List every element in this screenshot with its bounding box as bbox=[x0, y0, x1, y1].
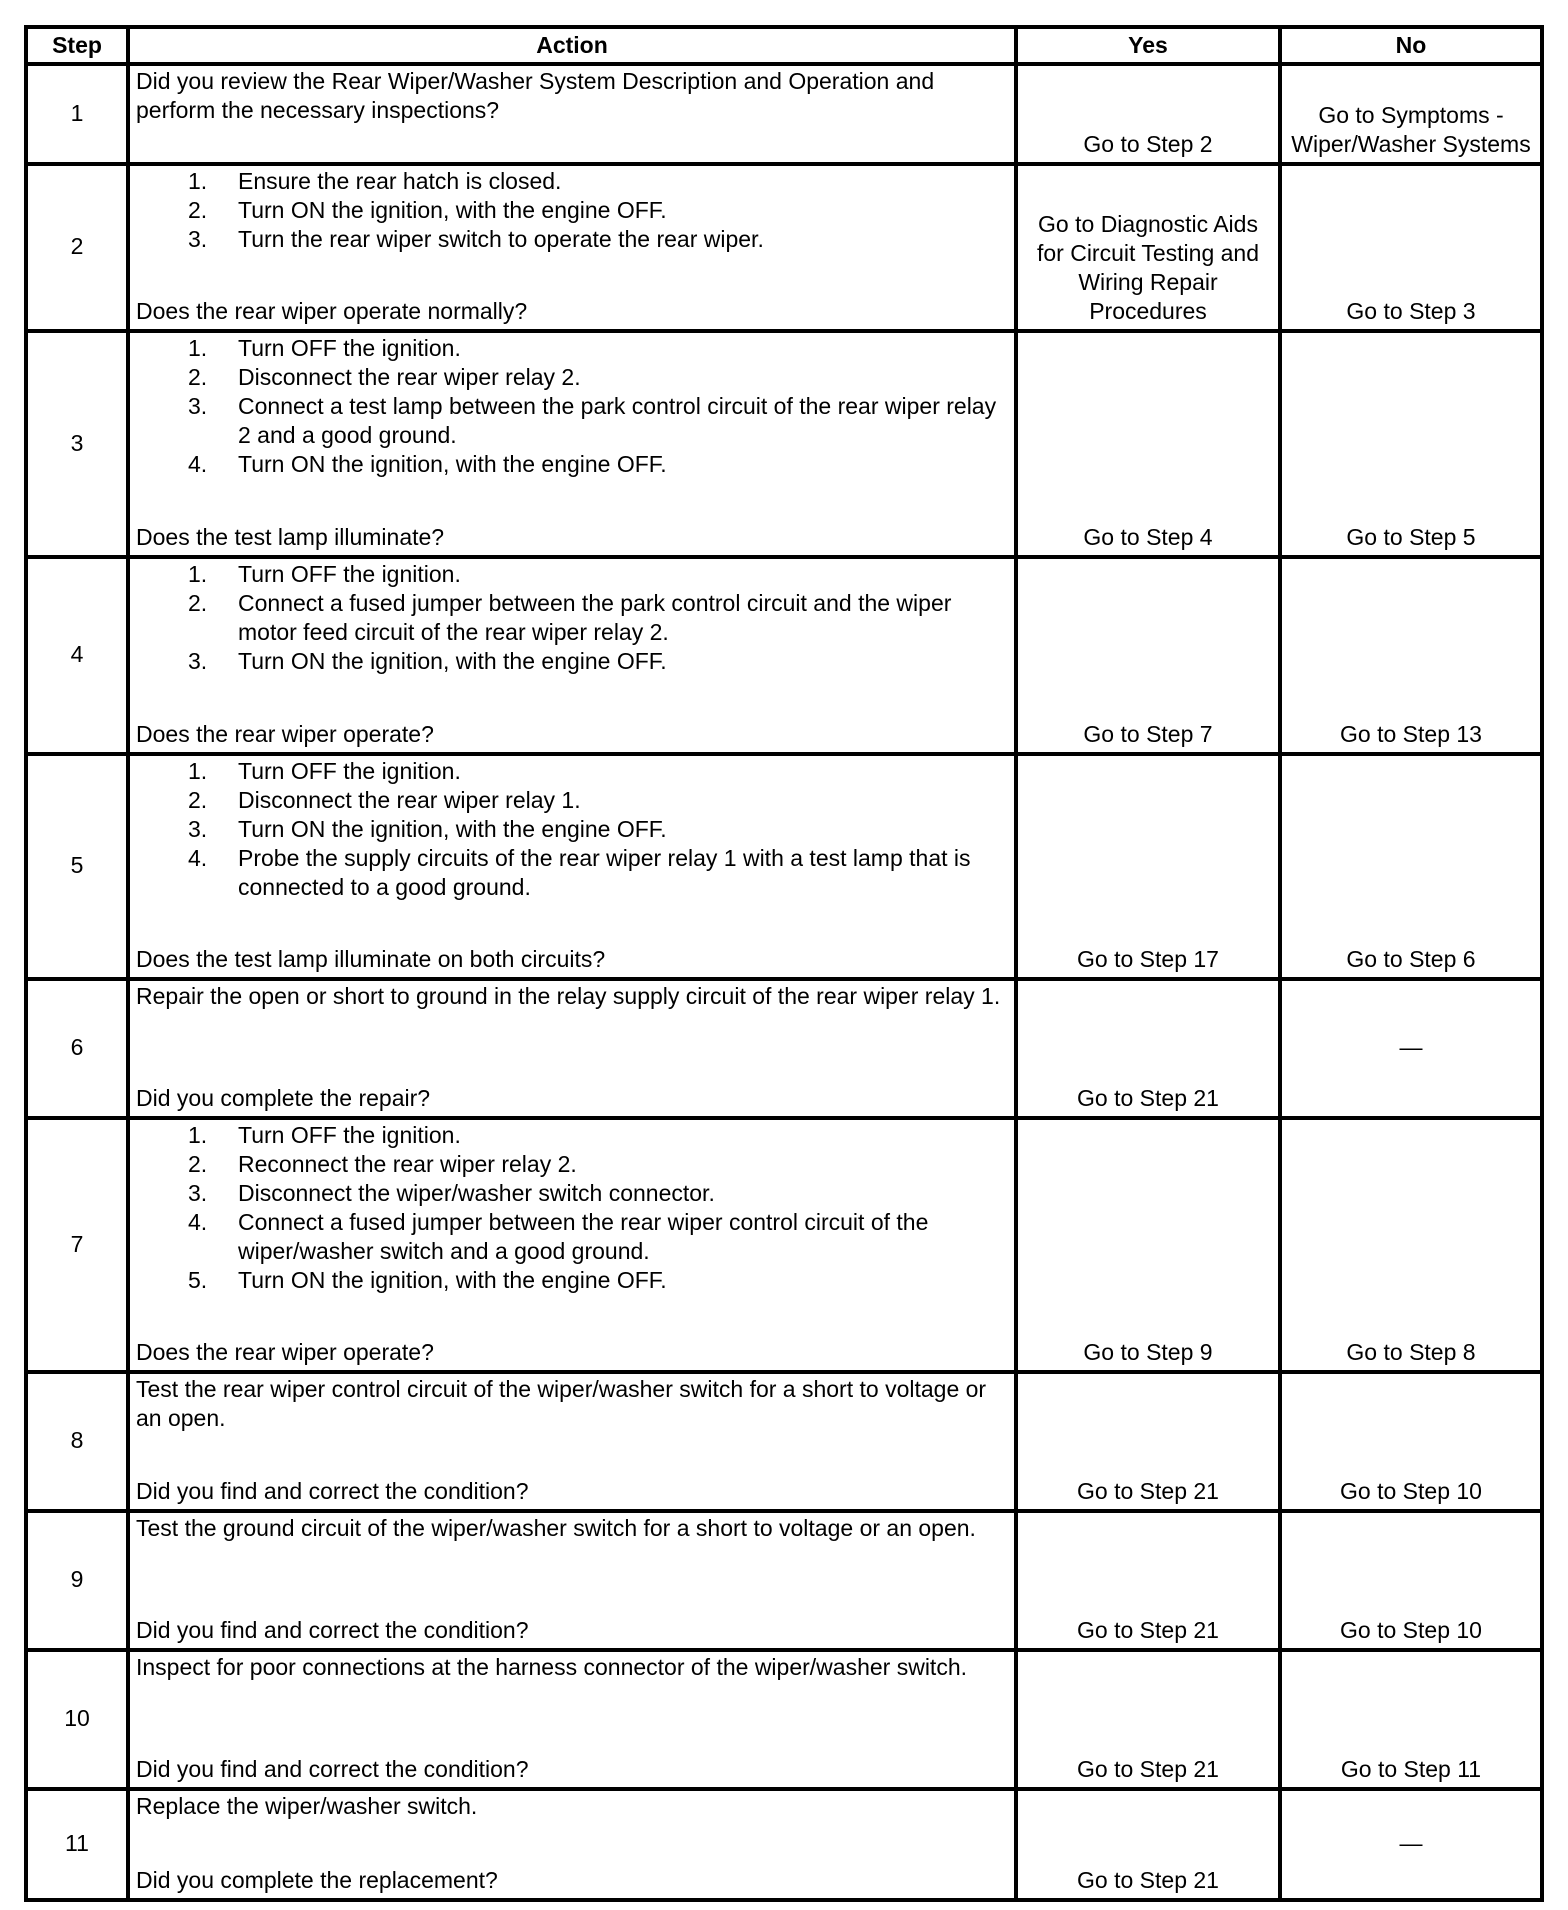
table-row bbox=[26, 1372, 1542, 1511]
step-number: 7 bbox=[26, 1118, 128, 1372]
table-row bbox=[26, 164, 1542, 331]
no-cell: Go to Step 8 bbox=[1280, 1118, 1542, 1372]
table-row bbox=[26, 1511, 1542, 1650]
table-row bbox=[26, 979, 1542, 1118]
action-step-item: 1. Turn OFF the ignition. bbox=[188, 561, 461, 587]
action-step-item: 1. Ensure the rear hatch is closed. bbox=[188, 168, 562, 194]
yes-cell: Go to Step 17 bbox=[1016, 754, 1280, 979]
action-cell bbox=[128, 164, 1016, 331]
action-question: Did you find and correct the condition? bbox=[136, 1756, 529, 1782]
action-question: Did you find and correct the condition? bbox=[136, 1617, 529, 1643]
action-cell bbox=[128, 1118, 1016, 1372]
action-cell bbox=[128, 331, 1016, 557]
action-cell bbox=[128, 64, 1016, 164]
action-question: Does the rear wiper operate? bbox=[136, 721, 434, 747]
no-cell: Go to Step 6 bbox=[1280, 754, 1542, 979]
action-step-item: 3. Turn the rear wiper switch to operate the rear wiper. bbox=[188, 226, 764, 252]
table-row bbox=[26, 754, 1542, 979]
yes-cell: Go to Step 21 bbox=[1016, 1789, 1280, 1900]
yes-cell: Go to Step 4 bbox=[1016, 331, 1280, 557]
action-cell bbox=[128, 1650, 1016, 1789]
header-step: Step bbox=[26, 27, 128, 64]
action-step-item: 1. Turn OFF the ignition. bbox=[188, 335, 461, 361]
action-cell bbox=[128, 1511, 1016, 1650]
action-step-item: 1. Turn OFF the ignition. bbox=[188, 1122, 461, 1148]
action-step-item: 2. Turn ON the ignition, with the engine OFF. bbox=[188, 197, 667, 223]
table-row bbox=[26, 1789, 1542, 1900]
action-text: Did you review the Rear Wiper/Washer System Description and Operation and perform the necessary inspections? bbox=[136, 68, 935, 123]
table-row bbox=[26, 331, 1542, 557]
action-steps bbox=[136, 560, 1008, 676]
step-number: 11 bbox=[26, 1789, 128, 1900]
table-row bbox=[26, 1650, 1542, 1789]
action-step-item: 2. Reconnect the rear wiper relay 2. bbox=[188, 1151, 577, 1177]
yes-cell: Go to Step 21 bbox=[1016, 979, 1280, 1118]
table-row bbox=[26, 1118, 1542, 1372]
step-number: 2 bbox=[26, 164, 128, 331]
action-step-item: 2. Disconnect the rear wiper relay 2. bbox=[188, 364, 581, 390]
no-cell: Go to Step 11 bbox=[1280, 1650, 1542, 1789]
header-yes: Yes bbox=[1016, 27, 1280, 64]
step-number: 4 bbox=[26, 557, 128, 754]
step-number: 5 bbox=[26, 754, 128, 979]
header-no: No bbox=[1280, 27, 1542, 64]
action-question: Does the test lamp illuminate on both circuits? bbox=[136, 946, 606, 972]
action-cell bbox=[128, 1372, 1016, 1511]
step-number: 9 bbox=[26, 1511, 128, 1650]
action-step-item: 4. Turn ON the ignition, with the engine OFF. bbox=[188, 451, 667, 477]
action-question: Does the rear wiper operate? bbox=[136, 1339, 434, 1365]
yes-cell: Go to Step 7 bbox=[1016, 557, 1280, 754]
action-cell bbox=[128, 979, 1016, 1118]
action-question: Did you complete the replacement? bbox=[136, 1867, 498, 1893]
action-steps bbox=[136, 1121, 1008, 1295]
action-question: Did you find and correct the condition? bbox=[136, 1478, 529, 1504]
action-step-item: 4. Connect a fused jumper between the rear wiper control circuit of the wiper/washer switch and a good ground. bbox=[188, 1209, 929, 1264]
header-row bbox=[26, 27, 1542, 64]
action-step-item: 3. Turn ON the ignition, with the engine OFF. bbox=[188, 816, 667, 842]
yes-cell: Go to Diagnostic Aids for Circuit Testing and Wiring Repair Procedures bbox=[1016, 164, 1280, 331]
no-cell: Go to Step 5 bbox=[1280, 331, 1542, 557]
step-number: 8 bbox=[26, 1372, 128, 1511]
action-step-item: 3. Connect a test lamp between the park control circuit of the rear wiper relay 2 and a good ground. bbox=[188, 393, 997, 448]
action-question: Did you complete the repair? bbox=[136, 1085, 431, 1111]
action-cell bbox=[128, 1789, 1016, 1900]
yes-cell: Go to Step 21 bbox=[1016, 1650, 1280, 1789]
no-cell: Go to Step 13 bbox=[1280, 557, 1542, 754]
step-number: 6 bbox=[26, 979, 128, 1118]
step-number: 3 bbox=[26, 331, 128, 557]
action-text: Test the rear wiper control circuit of the wiper/washer switch for a short to voltage or an open. bbox=[136, 1376, 987, 1431]
action-step-item: 1. Turn OFF the ignition. bbox=[188, 758, 461, 784]
yes-cell: Go to Step 21 bbox=[1016, 1372, 1280, 1511]
table-row bbox=[26, 64, 1542, 164]
action-step-item: 5. Turn ON the ignition, with the engine OFF. bbox=[188, 1267, 667, 1293]
action-question: Does the test lamp illuminate? bbox=[136, 524, 445, 550]
no-cell: Go to Step 3 bbox=[1280, 164, 1542, 331]
action-text: Replace the wiper/washer switch. bbox=[136, 1793, 478, 1819]
no-cell: — bbox=[1280, 1789, 1542, 1900]
action-text: Repair the open or short to ground in the relay supply circuit of the rear wiper relay 1. bbox=[136, 983, 1001, 1009]
step-number: 10 bbox=[26, 1650, 128, 1789]
action-step-item: 4. Probe the supply circuits of the rear wiper relay 1 with a test lamp that is connected to a good ground. bbox=[188, 845, 971, 900]
action-text: Test the ground circuit of the wiper/washer switch for a short to voltage or an open. bbox=[136, 1515, 976, 1541]
table-row bbox=[26, 557, 1542, 754]
step-number: 1 bbox=[26, 64, 128, 164]
action-question: Does the rear wiper operate normally? bbox=[136, 298, 528, 324]
no-cell: Go to Step 10 bbox=[1280, 1511, 1542, 1650]
action-text: Inspect for poor connections at the harness connector of the wiper/washer switch. bbox=[136, 1654, 967, 1680]
action-steps bbox=[136, 167, 1008, 254]
no-cell: Go to Symptoms - Wiper/Washer Systems bbox=[1280, 64, 1542, 164]
action-steps bbox=[136, 757, 1008, 902]
action-step-item: 3. Disconnect the wiper/washer switch connector. bbox=[188, 1180, 715, 1206]
no-cell: — bbox=[1280, 979, 1542, 1118]
yes-cell: Go to Step 21 bbox=[1016, 1511, 1280, 1650]
action-steps bbox=[136, 334, 1008, 479]
yes-cell: Go to Step 2 bbox=[1016, 64, 1280, 164]
header-action: Action bbox=[128, 27, 1016, 64]
diagnostic-table bbox=[24, 25, 1544, 1902]
no-cell: Go to Step 10 bbox=[1280, 1372, 1542, 1511]
action-step-item: 2. Connect a fused jumper between the park control circuit and the wiper motor feed circuit of the rear wiper relay 2. bbox=[188, 590, 952, 645]
action-cell bbox=[128, 754, 1016, 979]
action-step-item: 2. Disconnect the rear wiper relay 1. bbox=[188, 787, 581, 813]
action-cell bbox=[128, 557, 1016, 754]
yes-cell: Go to Step 9 bbox=[1016, 1118, 1280, 1372]
action-step-item: 3. Turn ON the ignition, with the engine OFF. bbox=[188, 648, 667, 674]
